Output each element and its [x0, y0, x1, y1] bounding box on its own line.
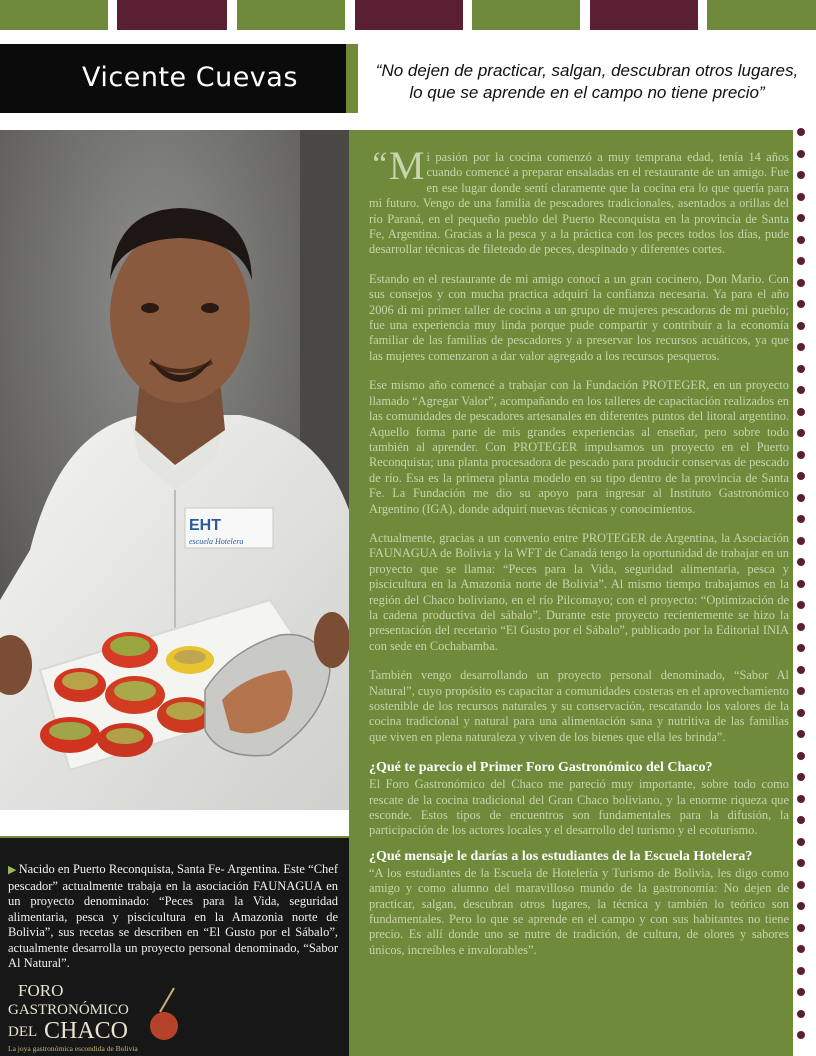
border-dot — [797, 1010, 805, 1018]
border-dot — [797, 816, 805, 824]
article-body — [369, 143, 789, 967]
border-dot — [797, 214, 805, 222]
border-dot — [797, 687, 805, 695]
strip-block-maroon — [355, 0, 463, 30]
header-quote-line-2: lo que se aprende en el campo no tiene precio” — [409, 83, 765, 102]
question-2-heading: ¿Qué mensaje le darías a los estudiantes de la Escuela Hotelera? — [369, 848, 753, 864]
logo-tagline: La joya gastronómica escondida de Bolivia — [8, 1044, 138, 1053]
border-dot — [797, 580, 805, 588]
border-dot — [797, 881, 805, 889]
quote-accent-bar — [346, 44, 358, 113]
top-color-strip — [0, 0, 816, 30]
border-dot — [797, 709, 805, 717]
article-paragraph-1-text: i pasión por la cocina comenzó a muy temprana edad, tenía 14 años cuando comencé a preparar ensaladas en el restaurante de un amigo. Fue en ese lugar donde sentí claramente que la cocina era lo que quería para mi futuro. Vengo de una familia de pescadores tradicionales, asentados a orillas del río Paraná, en el pequeño pueblo del Puerto Reconquista en la provincia de Santa Fe, Argentina. Gracias a la pesca y a la práctica con los peces todos los días, pude desarrollar técnicas de fileteado de peces, despinado y diferentes cortes. — [369, 150, 789, 257]
border-dot — [797, 902, 805, 910]
logo-line-3b: CHACO — [44, 1018, 129, 1044]
dropcap: M — [388, 143, 425, 188]
border-dot — [797, 279, 805, 287]
strip-block-green — [707, 0, 816, 30]
logo-line-1: FORO — [18, 981, 64, 1000]
border-dot — [797, 128, 805, 136]
jacket-logo-text: EHT — [189, 517, 221, 534]
border-dot — [797, 945, 805, 953]
answer-2: “A los estudiantes de la Escuela de Hotelería y Turismo de Bolivia, les digo como amigo y como alumno del maravilloso mundo de la gastronomía: No dejen de practicar, salgan, descubran otros lugares, la técnica y también lo teórico son fundamentales. Pero lo que se aprende en el campo y con sus habitantes no tiene precio. Es allí donde uno se nutre de tradición, de cultura, de olores y sabores únicos, increíbles e invalorables”. — [369, 865, 789, 957]
jacket-subtext: escuela Hotelera — [189, 537, 244, 546]
border-dot — [797, 558, 805, 566]
border-dot — [797, 1031, 805, 1039]
border-dot — [797, 429, 805, 437]
logo-line-2: GASTRONÓMICO — [8, 1002, 129, 1018]
border-dot — [797, 515, 805, 523]
strip-block-maroon — [117, 0, 227, 30]
border-dot — [797, 386, 805, 394]
chef-illustration — [0, 130, 349, 810]
border-dot — [797, 623, 805, 631]
border-dot — [797, 150, 805, 158]
question-1-heading: ¿Qué te parecio el Primer Foro Gastronómico del Chaco? — [369, 760, 713, 776]
border-dot — [797, 494, 805, 502]
border-dot — [797, 343, 805, 351]
strip-block-green — [0, 0, 108, 30]
article-paragraph-1 — [369, 143, 789, 258]
header-quote-line-1: “No dejen de practicar, salgan, descubran otros lugares, — [375, 61, 799, 80]
border-dot — [797, 171, 805, 179]
border-dot — [797, 752, 805, 760]
foro-gastronomico-logo — [2, 978, 202, 1054]
border-dot — [797, 967, 805, 975]
answer-1: El Foro Gastronómico del Chaco me pareció muy importante, sobre todo como rescate de la cocina tradicional del Gran Chaco boliviano, y la enorme riqueza que esconde. Estos tipos de encuentros son fundamentales para la difusión, la participación de los actores locales y el desarrollo del turismo y el ecoturismo. — [369, 777, 789, 838]
border-dot — [797, 644, 805, 652]
person-name: Vicente Cuevas — [82, 62, 298, 93]
border-dot — [797, 666, 805, 674]
arrow-right-icon: ▶ — [8, 864, 17, 876]
border-dot — [797, 365, 805, 373]
border-dot — [797, 859, 805, 867]
bio-text — [8, 862, 338, 972]
border-dot — [797, 537, 805, 545]
open-quote-mark: “ — [369, 146, 388, 183]
article-paragraph-2: Estando en el restaurante de mi amigo conocí a un gran cocinero, Don Mario. Con sus consejos y con mucha practica adquirí la confianza necesaria. Ya para el año 2006 di mi primer taller de cocina a un grupo de mujeres pescadoras de mi pueblo; fue una experiencia muy linda porque pude compartir y contribuir a la economía familiar de las familias de pescadores y a preservar los recursos acuáticos, ya que las mujeres comenzaron a dar valor agregado a los recursos pesqueros. — [369, 271, 789, 363]
logo-line-3a: DEL — [8, 1024, 38, 1040]
dotted-border — [795, 124, 809, 1056]
border-dot — [797, 730, 805, 738]
border-dot — [797, 408, 805, 416]
header-quote — [362, 60, 812, 104]
border-dot — [797, 451, 805, 459]
gourd-icon — [150, 1012, 178, 1040]
article-paragraph-5: También vengo desarrollando un proyecto personal denominado, “Sabor Al Natural”, cuyo propósito es capacitar a comunidades costeras en el aprovechamiento sostenible de los recursos naturales y su conservación, rescatando los valores de la cocina tradicional y natural para una alimentación sana y nutritiva de las familias que viven en plena naturaleza y viven de los bienes que ella les brinda”. — [369, 668, 789, 744]
strip-block-green — [237, 0, 345, 30]
border-dot — [797, 300, 805, 308]
border-dot — [797, 193, 805, 201]
border-dot — [797, 601, 805, 609]
border-dot — [797, 236, 805, 244]
chef-photo — [0, 130, 349, 810]
article-paragraph-4: Actualmente, gracias a un convenio entre PROTEGER de Argentina, la Asociación FAUNAGUA de Bolivia y la WFT de Canadá tengo la oportunidad de trabajar en un proyecto que se llama: “Peces para la Vida, seguridad alimentaria, pesca y piscicultura en la Amazonia norte de Bolivia”. Al mismo tiempo trabajamos en la región del Chaco boliviano, en el río Pilcomayo; con el proyecto: “Optimización de la cadena productiva del sábalo”. Durante este proyecto recientemente se hizo la presentación del recetario “El Gusto por el Sábalo”, publicado por la Editorial INIA con sede en Cochabamba. — [369, 530, 789, 653]
border-dot — [797, 257, 805, 265]
strip-block-maroon — [590, 0, 698, 30]
border-dot — [797, 924, 805, 932]
border-dot — [797, 773, 805, 781]
border-dot — [797, 795, 805, 803]
border-dot — [797, 838, 805, 846]
border-dot — [797, 322, 805, 330]
border-dot — [797, 472, 805, 480]
border-dot — [797, 988, 805, 996]
bio-paragraph: Nacido en Puerto Reconquista, Santa Fe- Argentina. Este “Chef pescador” actualmente trabaja en la asociación FAUNAGUA en un proyecto denominado: “Peces para la Vida, seguridad alimentaria, pesca y piscicultura en la Amazonia norte de Bolivia”, sus recetas se describen en “El Gusto por el Sábalo”, actualmente desarrolla un proyecto personal denominado, “Sabor Al Natural”. — [8, 862, 338, 970]
strip-block-green — [472, 0, 580, 30]
article-paragraph-3: Ese mismo año comencé a trabajar con la Fundación PROTEGER, en un proyecto llamado “Agregar Valor”, acompañando en los talleres de capacitación realizados en las comunidades de pescadores artesanales en diferentes puntos del litoral argentino. Aquello forma parte de mis grandes experiencias al enseñar, pero sobre todo también al aprender. Con PROTEGER impulsamos un proyecto en el Puerto Reconquista; una planta procesadora de pescado para producir conservas de pescado de río. Esa es la primera planta modelo en su tipo dentro de la provincia de Santa Fe. La Fundación me dio su apoyo para ingresar al Instituto Gastronómico Argentino (IGA), donde adquirí nuevas técnicas y conocimientos. — [369, 378, 789, 516]
